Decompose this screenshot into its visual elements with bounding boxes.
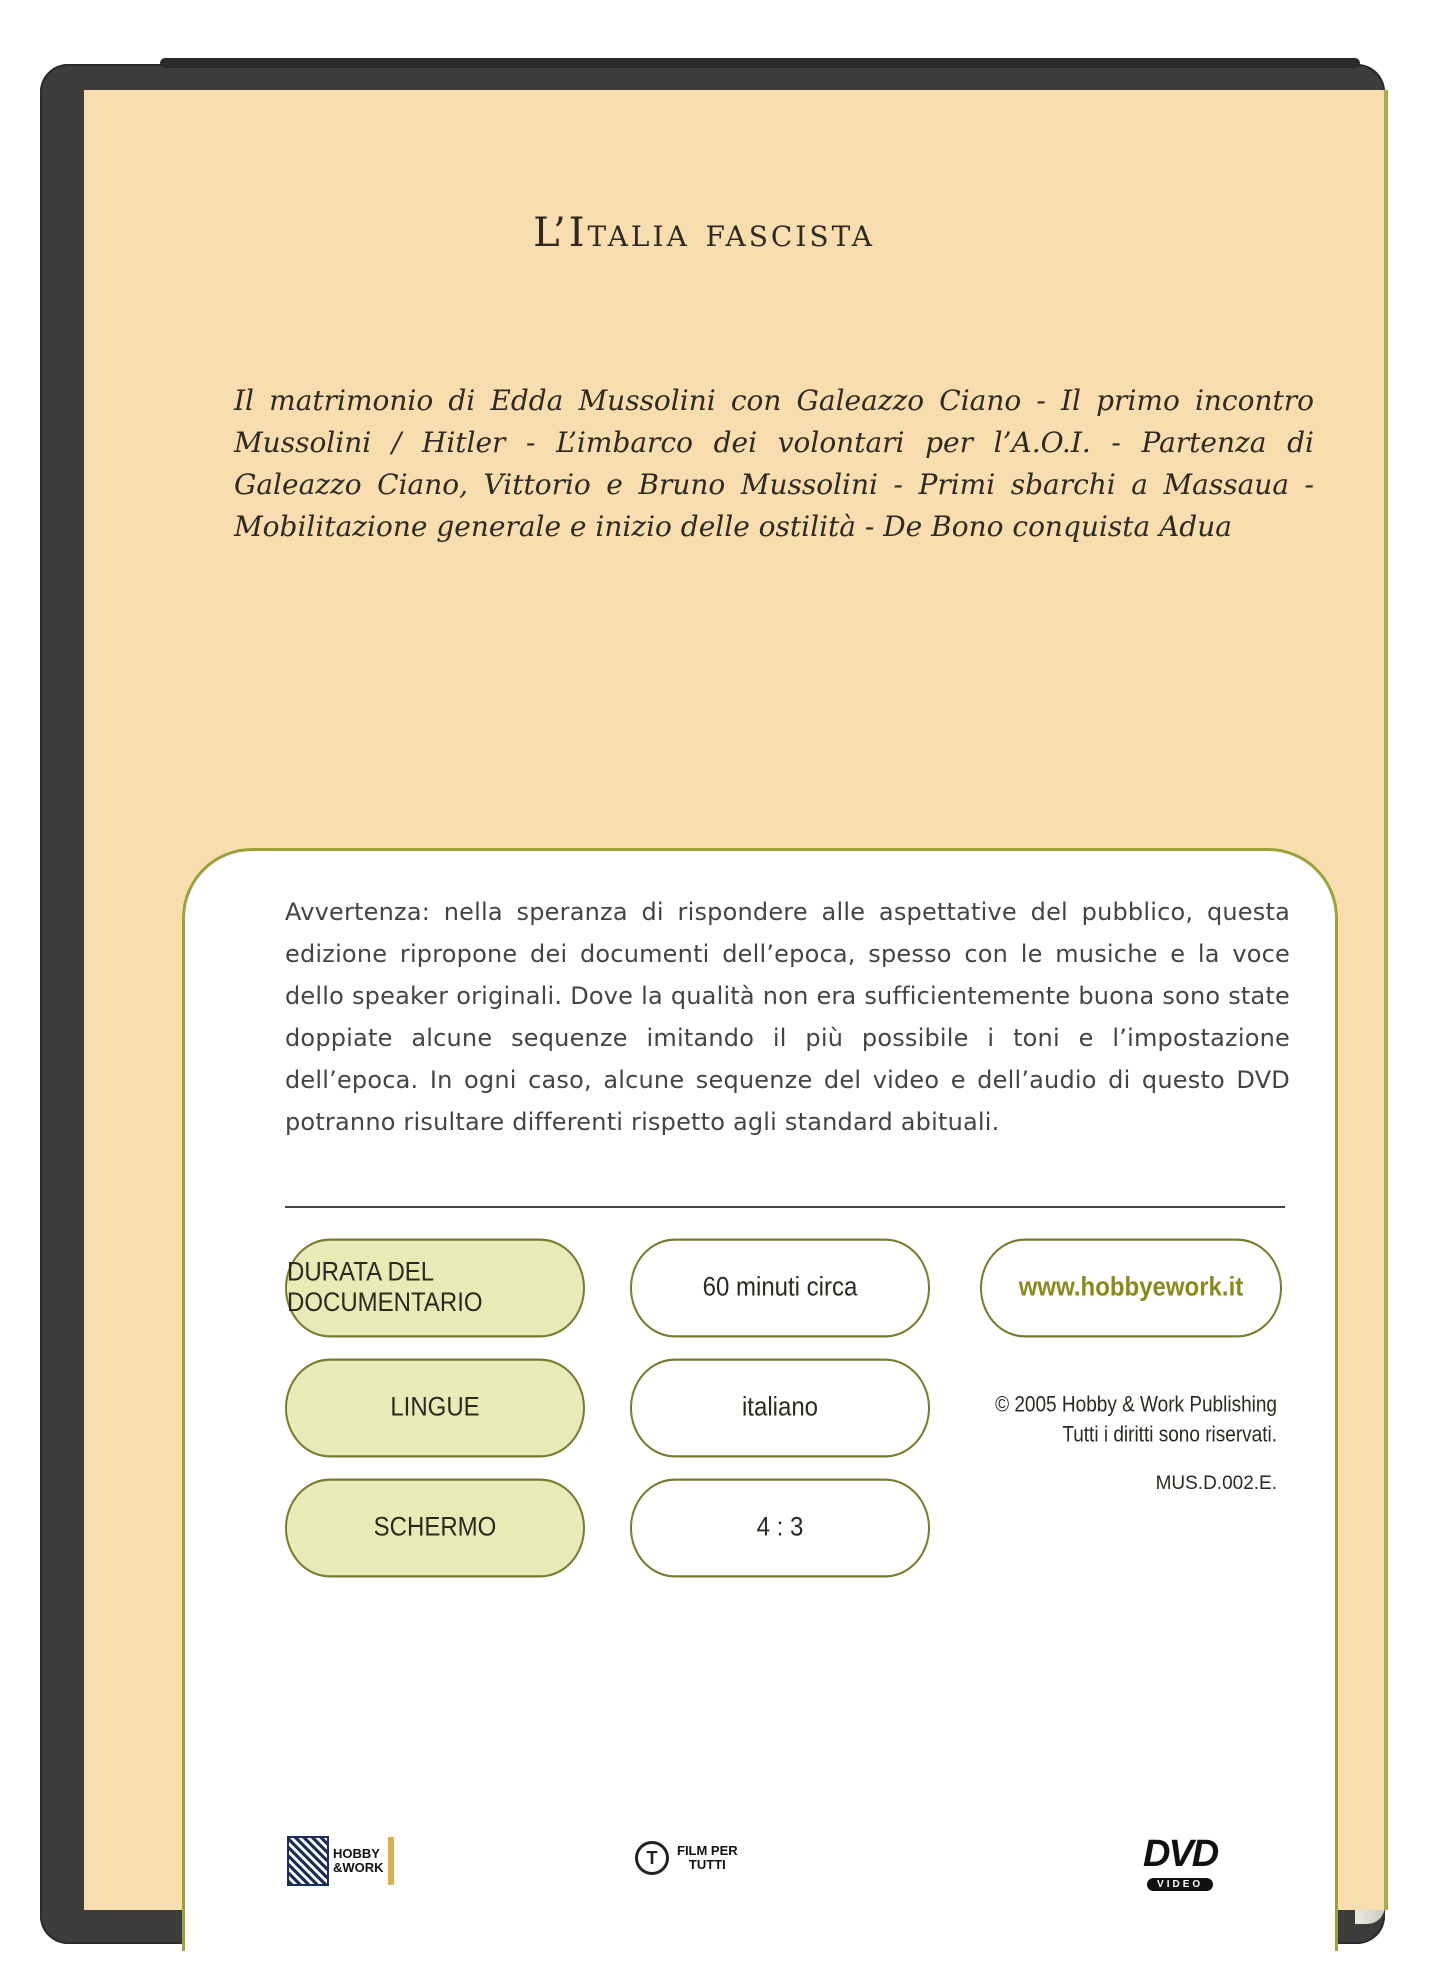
hobby-work-line1: HOBBY [333,1846,380,1861]
hobby-work-logo [287,1831,397,1891]
copyright-block [965,1391,1277,1451]
spec-value-languages: italiano [630,1359,930,1458]
hobby-work-wordmark [333,1847,384,1875]
film-per-tutti-logo [635,1841,738,1875]
cover-title: L’Italia fascista [533,210,875,256]
dvd-video-logo [1143,1833,1218,1891]
synopsis-text: Il matrimonio di Edda Mussolini con Galeazzo Ciano - Il primo incontro Mussolini / Hitler - L’imbarco dei volontari per l’A.O.I. - Partenza di Galeazzo Ciano, Vittorio e Bruno Mussolini - Primi sbarchi a Massaua - Mobilitazione generale e inizio delle ostilità - De Bono conquista Adua [234,384,1314,543]
panel-divider [285,1206,1285,1208]
hobby-work-house-icon [287,1836,329,1886]
cover-insert [84,90,1388,1910]
spec-value-screen: 4 : 3 [630,1479,930,1578]
warning-text: Avvertenza: nella speranza di rispondere alle aspettative del pubblico, questa edizione ripropone dei documenti dell’epoca, spesso con le musiche e la voce dello speaker originali. Dove la qualità non era sufficientemente buona sono state doppiate alcune sequenze imitando il più possibile i toni e l’impostazione dell’epoca. In ogni caso, alcune sequenze del video e dell’audio di questo DVD potranno risultare differenti rispetto agli standard abituali. [285,898,1290,1136]
spec-value-duration: 60 minuti circa [630,1239,930,1338]
hobby-work-line2: &WORK [333,1860,384,1875]
dvd-video-badge: VIDEO [1147,1878,1213,1891]
fpt-line1: FILM PER [677,1843,738,1858]
info-panel [182,848,1338,1951]
copyright-line: © 2005 Hobby & Work Publishing [995,1393,1277,1418]
spec-label-languages: LINGUE [285,1359,585,1458]
fpt-line2: TUTTI [688,1857,726,1872]
product-code: MUS.D.002.E. [1155,1473,1277,1494]
rights-line: Tutti i diritti sono riservati. [1062,1423,1277,1448]
film-per-tutti-icon: T [635,1841,669,1875]
hobby-work-bar [388,1837,394,1885]
website-link[interactable]: www.hobbyework.it [980,1239,1282,1338]
film-per-tutti-wordmark [677,1844,738,1872]
dvd-wordmark: DVD [1143,1833,1218,1875]
spec-label-screen: SCHERMO [285,1479,585,1578]
spec-label-duration: DURATA DEL DOCUMENTARIO [285,1239,585,1338]
dvd-case [40,64,1385,1944]
case-top-edge [160,58,1360,68]
